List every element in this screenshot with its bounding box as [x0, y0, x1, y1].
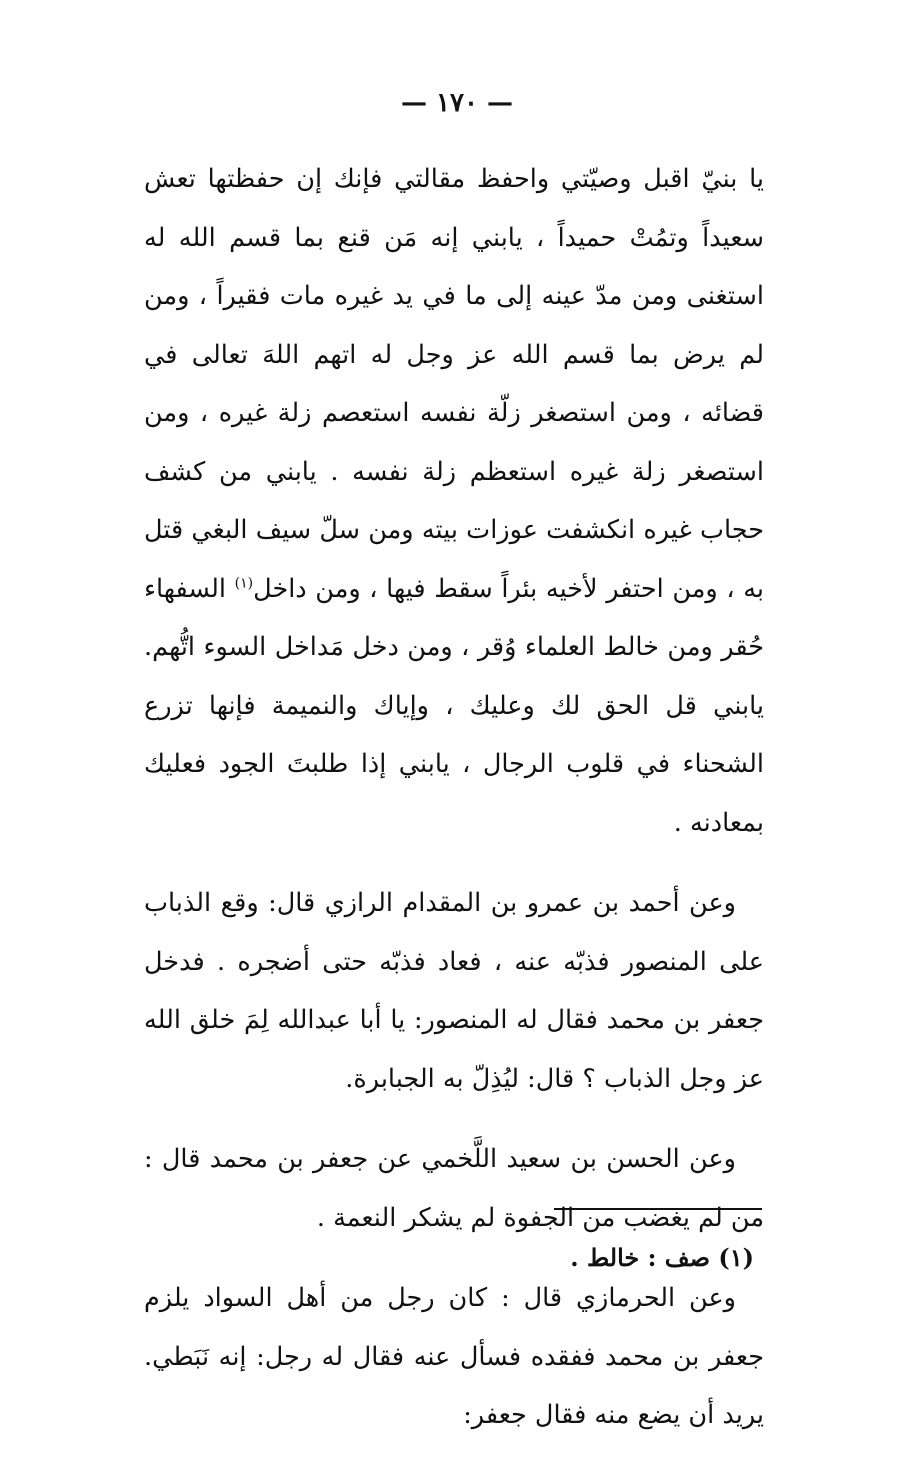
paragraph-advice: [144, 150, 764, 852]
paragraph-advice-continued: السفهاء حُقر ومن خالط العلماء وُقر ، ومن دخل مَداخل السوء اتُّهم. يابني قل الحق لك وعليك ، وإياك والنميمة فإنها تزرع الشحناء في قلوب الرجال ، يابني إذا طلبتَ الجود فعليك بمعادنه .: [144, 573, 764, 838]
footnote-divider: [554, 1208, 762, 1210]
paragraph-advice-text: يا بنيّ اقبل وصيّتي واحفظ مقالتي فإنك إن حفظتها تعش سعيداً وتمُتْ حميداً ، يابني إنه مَن قنع بما قسم الله له استغنى ومن مدّ عينه إلى ما في يد غيره مات فقيراً ، ومن لم يرض بما قسم الله عز وجل له اتهم اللهَ تعالى في قضائه ، ومن استصغر زلّة نفسه استعصم زلة غيره ، ومن استصغر زلة غيره استعظم زلة نفسه . يابني من كشف حجاب غيره انكشفت عوزات بيته ومن سلّ سيف البغي قتل به ، ومن احتفر لأخيه بئراً سقط فيها ، ومن داخل: [144, 164, 764, 604]
paragraph-al-lakhmi: وعن الحسن بن سعيد اللَّخمي عن جعفر بن محمد قال : من لم يغضب من الجفوة لم يشكر النعمة .: [144, 1144, 764, 1233]
paragraph-al-hirmazi: وعن الحرمازي قال : كان رجل من أهل السواد يلزم جعفر بن محمد ففقده فسأل عنه فقال له رجل: إنه نَبَطي. يريد أن يضع منه فقال جعفر:: [144, 1283, 764, 1430]
footnote-marker: (١): [234, 575, 254, 591]
paragraph-al-razi: وعن أحمد بن عمرو بن المقدام الرازي قال: وقع الذباب على المنصور فذبّه عنه ، فعاد فذبّه حتى أضجره . فدخل جعفر بن محمد فقال له المنصور: يا أبا عبدالله لِمَ خلق الله عز وجل الذباب ؟ قال: ليُذِلّ به الجبابرة.: [144, 888, 764, 1094]
footnote: (١) صف : خالط .: [570, 1243, 754, 1272]
page-number: — ١٧٠ —: [400, 88, 514, 118]
